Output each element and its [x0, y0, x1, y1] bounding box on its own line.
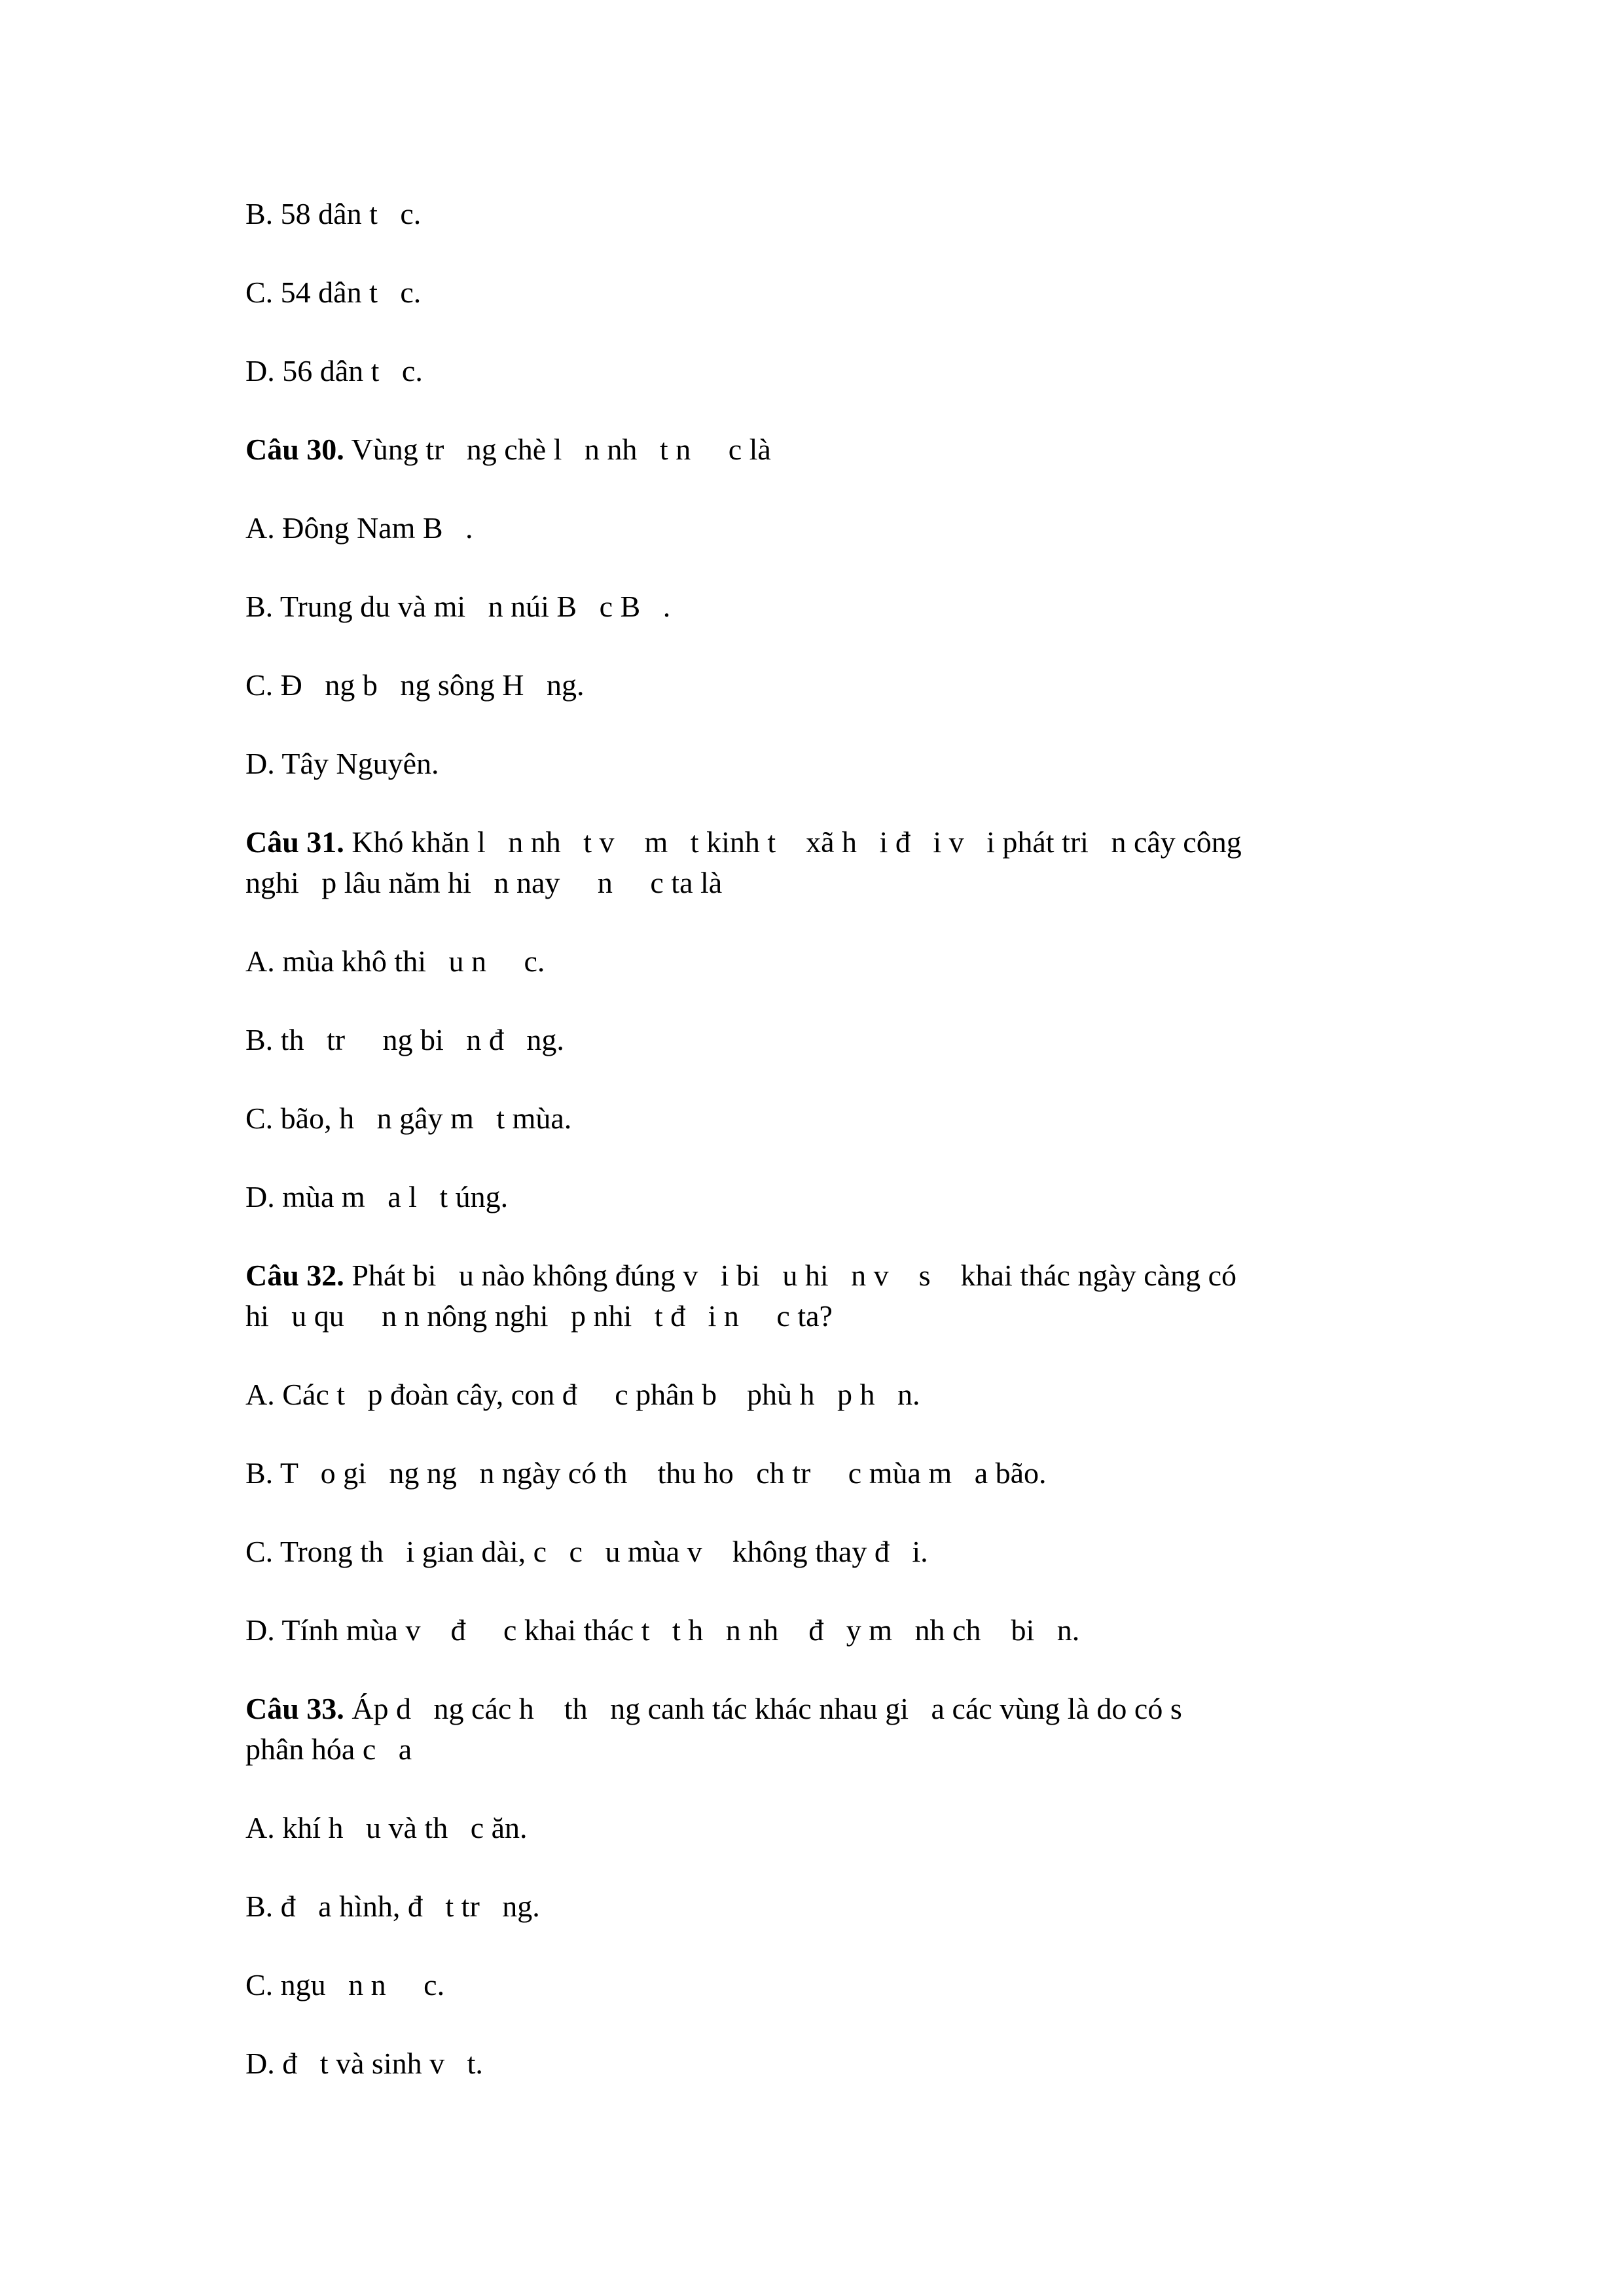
question-33-text-line-2: phân hóa c a	[245, 1732, 412, 1766]
question-32-option-d: D. Tính mùa v đ c khai thác t t h n nh đ y m nh ch bi n.	[245, 1613, 1080, 1647]
question-33-option-b: B. đ a hình, đ t tr ng.	[245, 1890, 540, 1923]
question-30-option-a: A. Đông Nam B .	[245, 511, 473, 545]
question-31-text-line-1: Khó khăn l n nh t v m t kinh t xã h i đ i v i phát tri n cây công	[344, 825, 1242, 859]
question-32-option-b: B. T o gi ng ng n ngày có th thu ho ch tr c mùa m a bão.	[245, 1456, 1047, 1490]
question-33-stem	[245, 1689, 1398, 1729]
question-30-option-b: B. Trung du và mi n núi B c B .	[245, 590, 671, 623]
question-30-label: Câu 30.	[245, 433, 344, 466]
option-b-prev: B. 58 dân t c.	[245, 197, 422, 230]
question-32-label: Câu 32.	[245, 1259, 344, 1292]
question-30-stem	[245, 429, 1398, 470]
question-30-text: Vùng tr ng chè l n nh t n c là	[344, 433, 771, 466]
question-31-label: Câu 31.	[245, 825, 344, 859]
question-30-option-d: D. Tây Nguyên.	[245, 747, 439, 780]
question-33-option-c: C. ngu n n c.	[245, 1968, 445, 2001]
option-d-prev: D. 56 dân t c.	[245, 354, 423, 387]
question-31-stem	[245, 822, 1398, 863]
question-32-option-c: C. Trong th i gian dài, c c u mùa v không thay đ i.	[245, 1535, 928, 1568]
question-33-text-line-1: Áp d ng các h th ng canh tác khác nhau gi a các vùng là do có s	[344, 1692, 1182, 1725]
question-32-stem	[245, 1255, 1398, 1296]
question-32-option-a: A. Các t p đoàn cây, con đ c phân b phù h p h n.	[245, 1378, 920, 1411]
question-31-option-a: A. mùa khô thi u n c.	[245, 944, 545, 978]
document-page	[245, 194, 1398, 2084]
question-30-option-c: C. Đ ng b ng sông H ng.	[245, 668, 585, 702]
question-33-option-d: D. đ t và sinh v t.	[245, 2047, 483, 2080]
question-31-option-c: C. bão, h n gây m t mùa.	[245, 1102, 572, 1135]
question-31-text-line-2: nghi p lâu năm hi n nay n c ta là	[245, 866, 723, 899]
option-c-prev: C. 54 dân t c.	[245, 276, 422, 309]
question-32-text-line-1: Phát bi u nào không đúng v i bi u hi n v s khai thác ngày càng có	[344, 1259, 1237, 1292]
question-32-text-line-2: hi u qu n n nông nghi p nhi t đ i n c ta?	[245, 1299, 833, 1333]
question-33-option-a: A. khí h u và th c ăn.	[245, 1811, 528, 1844]
question-33-label: Câu 33.	[245, 1692, 344, 1725]
question-31-option-b: B. th tr ng bi n đ ng.	[245, 1023, 564, 1056]
question-31-option-d: D. mùa m a l t úng.	[245, 1180, 509, 1213]
